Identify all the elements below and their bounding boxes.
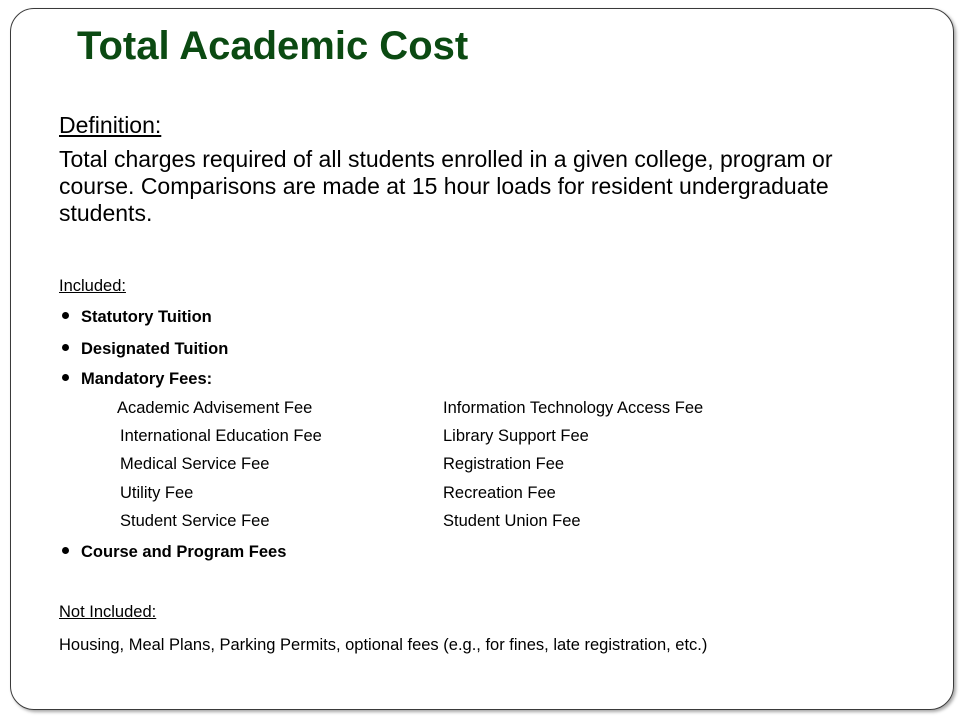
bullet-course-program-fees bbox=[62, 543, 286, 562]
bullet-dot-icon bbox=[62, 344, 69, 351]
fee-item: Student Service Fee bbox=[120, 512, 270, 530]
definition-text: Total charges required of all students enrolled in a given college, program or course. Comparisons are made at 15 hour loads for resident undergraduate students. bbox=[59, 146, 833, 226]
included-label: Included: bbox=[59, 277, 126, 295]
fee-item: Academic Advisement Fee bbox=[117, 399, 313, 417]
fee-item: Information Technology Access Fee bbox=[443, 399, 704, 417]
bullet-label: Statutory Tuition bbox=[81, 308, 212, 326]
bullet-mandatory-fees bbox=[62, 370, 212, 389]
not-included-text: Housing, Meal Plans, Parking Permits, optional fees (e.g., for fines, late registration, etc.) bbox=[59, 636, 708, 654]
bullet-dot-icon bbox=[62, 312, 69, 319]
not-included-label: Not Included: bbox=[59, 603, 157, 621]
bullet-designated-tuition bbox=[62, 340, 228, 359]
bullet-label: Mandatory Fees: bbox=[81, 370, 213, 388]
slide-title: Total Academic Cost bbox=[77, 24, 469, 68]
definition-label: Definition: bbox=[59, 112, 162, 138]
bullet-dot-icon bbox=[62, 374, 69, 381]
fee-item: Registration Fee bbox=[443, 455, 565, 473]
fee-item: Recreation Fee bbox=[443, 484, 556, 502]
fee-item: Library Support Fee bbox=[443, 427, 589, 445]
fee-item: Student Union Fee bbox=[443, 512, 581, 530]
bullet-statutory-tuition bbox=[62, 308, 212, 327]
bullet-dot-icon bbox=[62, 547, 69, 554]
fee-item: Utility Fee bbox=[120, 484, 194, 502]
fee-item: Medical Service Fee bbox=[120, 455, 270, 473]
fee-item: International Education Fee bbox=[120, 427, 322, 445]
bullet-label: Designated Tuition bbox=[81, 340, 229, 358]
bullet-label: Course and Program Fees bbox=[81, 543, 287, 561]
